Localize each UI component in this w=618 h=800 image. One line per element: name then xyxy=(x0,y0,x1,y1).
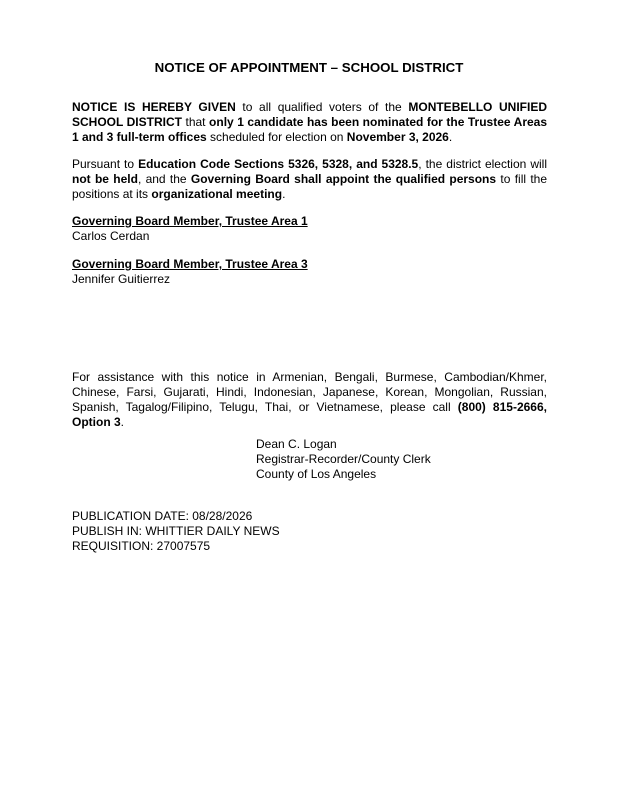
text-segment: scheduled for election on xyxy=(206,130,347,144)
text-segment: to fill the positions at its xyxy=(72,172,548,201)
notice-title: NOTICE OF APPOINTMENT – SCHOOL DISTRICT xyxy=(154,60,464,75)
trustee-area-1-section xyxy=(72,214,547,244)
trustee-area-3-heading: Governing Board Member, Trustee Area 3 xyxy=(72,257,308,271)
requisition-number: REQUISITION: 27007575 xyxy=(72,539,211,553)
text-segment: , and the xyxy=(137,172,191,186)
text-segment: . xyxy=(282,187,286,201)
trustee-area-1-heading: Governing Board Member, Trustee Area 1 xyxy=(72,214,308,228)
trustee-area-1-appointee: Carlos Cerdan xyxy=(72,229,150,243)
assistance-paragraph xyxy=(72,370,547,430)
bold-text-segment: MONTEBELLO UNIFIED SCHOOL DISTRICT xyxy=(72,100,547,129)
signature-block xyxy=(256,437,431,482)
text-segment: For assistance with this notice in Armenian, Bengali, Burmese, Cambodian/Khmer, Chinese, Farsi, Gujarati, Hindi, Indonesian, Japanese, Korean, Mongolian, Russian, Spanish, Tagalog/Filipino, Telugu, Thai, or Vietnamese, please call xyxy=(72,370,547,414)
bold-text-segment: not be held xyxy=(72,172,138,186)
bold-text-segment: November 3, 2026 xyxy=(346,130,449,144)
publish-in: PUBLISH IN: WHITTIER DAILY NEWS xyxy=(72,524,280,538)
text-segment: . xyxy=(448,130,453,144)
signer-name: Dean C. Logan xyxy=(256,437,337,451)
signer-county: County of Los Angeles xyxy=(256,467,377,481)
trustee-area-3-section xyxy=(72,257,547,287)
trustee-area-3-appointee: Jennifer Guitierrez xyxy=(72,272,171,286)
bold-text-segment: NOTICE IS HEREBY GIVEN xyxy=(72,100,236,114)
text-segment: that xyxy=(181,115,210,129)
publication-info xyxy=(72,509,547,554)
bold-text-segment: organizational meeting xyxy=(151,187,283,201)
bold-text-segment: Education Code Sections 5326, 5328, and 5328.5 xyxy=(138,157,419,171)
bold-text-segment: only 1 candidate has been nominated for the Trustee Areas 1 and 3 full-term offices xyxy=(72,115,548,144)
text-segment: to all qualified voters of the xyxy=(235,100,409,114)
publication-date: PUBLICATION DATE: 08/28/2026 xyxy=(72,509,253,523)
bold-text-segment: (800) 815-2666, Option 3 xyxy=(72,400,547,429)
bold-text-segment: Governing Board shall appoint the qualified persons xyxy=(190,172,497,186)
text-segment: Pursuant to xyxy=(72,157,139,171)
pursuant-paragraph xyxy=(72,157,547,202)
intro-paragraph xyxy=(72,100,547,145)
text-segment: , the district election will xyxy=(418,157,547,171)
signer-title: Registrar-Recorder/County Clerk xyxy=(256,452,431,466)
text-segment: . xyxy=(120,415,125,429)
